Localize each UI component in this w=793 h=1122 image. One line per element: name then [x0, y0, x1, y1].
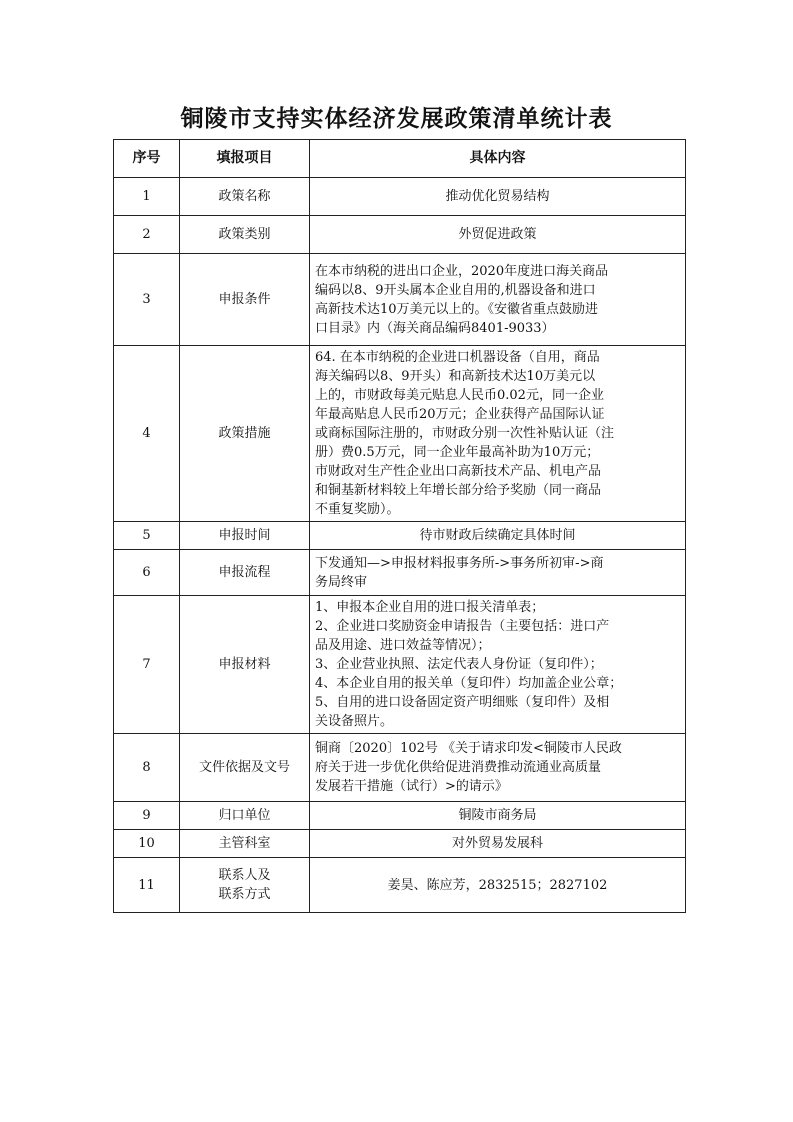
content-line: 对外贸易发展科: [451, 836, 543, 851]
document-title: 铜陵市支持实体经济发展政策清单统计表: [180, 105, 613, 132]
row-item-line: 联系人及: [218, 868, 271, 883]
row-content: [310, 802, 686, 830]
row-item: 文件依据及文号: [180, 734, 310, 802]
row-item: 申报流程: [180, 550, 310, 596]
row-item: [180, 858, 310, 913]
content-line: 发展若干措施（试行）>的请示》: [315, 779, 508, 794]
table-body: [114, 178, 686, 913]
content-line: 姜昊、陈应芳，2832515；2827102: [387, 877, 608, 893]
row-content: [310, 178, 686, 216]
row-content: [310, 830, 686, 858]
table-row: [114, 254, 686, 346]
row-item: 政策措施: [180, 346, 310, 522]
row-item: 政策名称: [180, 178, 310, 216]
row-seq: 8: [114, 734, 180, 802]
row-seq: 7: [114, 596, 180, 734]
table-row: [114, 216, 686, 254]
content-line: 口目录》内（海关商品编码8401-9033）: [315, 320, 555, 336]
content-line: 铜商〔2020〕102号 《关于请求印发<铜陵市人民政: [315, 741, 622, 756]
row-seq: 6: [114, 550, 180, 596]
content-line: 务局终审: [315, 574, 368, 590]
content-line: 册）费0.5万元，同一企业年最高补助为10万元；: [315, 445, 600, 460]
table-row: [114, 550, 686, 596]
row-content: [310, 858, 686, 913]
content-line: 和铜基新材料较上年增长部分给予奖励（同一商品: [315, 483, 602, 498]
content-line: 4、本企业自用的报关单（复印件）均加盖企业公章；: [315, 676, 623, 691]
row-content: [310, 522, 686, 550]
content-line: 在本市纳税的进出口企业，2020年度进口海关商品: [315, 263, 609, 279]
row-content: [310, 216, 686, 254]
row-item-line: 联系方式: [218, 887, 271, 902]
table-row: [114, 734, 686, 802]
content-line: 64. 在本市纳税的企业进口机器设备（自用，商品: [315, 350, 600, 365]
content-line: 品及用途、进口效益等情况）；: [315, 638, 491, 653]
row-content: [310, 596, 686, 734]
table-header-row: [114, 140, 686, 178]
row-seq: 3: [114, 254, 180, 346]
content-line: 3、企业营业执照、法定代表人身份证（复印件）；: [315, 657, 603, 672]
row-item: 申报条件: [180, 254, 310, 346]
content-line: 年最高贴息人民币20万元；企业获得产品国际认证: [315, 407, 605, 422]
table-row: [114, 858, 686, 913]
content-line: 待市财政后续确定具体时间: [419, 528, 576, 543]
content-line: 海关编码以8、9开头）和高新技术达10万美元以: [315, 369, 596, 384]
policy-table: [113, 139, 686, 913]
content-line: 外贸促进政策: [458, 227, 537, 242]
content-line: 2、企业进口奖励资金申请报告（主要包括：进口产: [315, 619, 610, 634]
content-line: 或商标国际注册的，市财政分别一次性补贴认证（注: [315, 426, 615, 441]
row-item: 主管科室: [180, 830, 310, 858]
content-line: 下发通知—>申报材料报事务所->事务所初审->商: [315, 555, 604, 571]
table-row: [114, 178, 686, 216]
row-content: [310, 734, 686, 802]
row-seq: 2: [114, 216, 180, 254]
content-line: 市财政对生产性企业出口高新技术产品、机电产品: [315, 464, 602, 479]
table-row: [114, 522, 686, 550]
row-seq: 4: [114, 346, 180, 522]
row-seq: 1: [114, 178, 180, 216]
row-content: [310, 254, 686, 346]
table-row: [114, 346, 686, 522]
content-line: 府关于进一步优化供给促进消费推动流通业高质量: [315, 760, 602, 775]
content-line: 关设备照片。: [315, 714, 394, 729]
content-line: 高新技术达10万美元以上的。《安徽省重点鼓励进: [315, 301, 599, 317]
row-item: 政策类别: [180, 216, 310, 254]
table-row: [114, 596, 686, 734]
row-seq: 9: [114, 802, 180, 830]
header-content: 具体内容: [310, 140, 686, 178]
row-content: [310, 346, 686, 522]
row-item: 申报时间: [180, 522, 310, 550]
content-line: 推动优化贸易结构: [445, 189, 550, 204]
content-line: 铜陵市商务局: [458, 808, 537, 823]
table-row: [114, 802, 686, 830]
header-seq: 序号: [114, 140, 180, 178]
row-item: 归口单位: [180, 802, 310, 830]
content-line: 1、申报本企业自用的进口报关清单表；: [315, 600, 545, 615]
header-item: 填报项目: [180, 140, 310, 178]
row-seq: 10: [114, 830, 180, 858]
table-row: [114, 830, 686, 858]
row-item: 申报材料: [180, 596, 310, 734]
row-seq: 5: [114, 522, 180, 550]
row-content: [310, 550, 686, 596]
content-line: 不重复奖励）。: [315, 502, 400, 517]
content-line: 编码以8、9开头属本企业自用的,机器设备和进口: [315, 282, 596, 298]
row-seq: 11: [114, 858, 180, 913]
content-line: 5、自用的进口设备固定资产明细账（复印件）及相: [315, 695, 610, 710]
content-line: 上的，市财政每美元贴息人民币0.02元，同一企业: [315, 388, 604, 403]
